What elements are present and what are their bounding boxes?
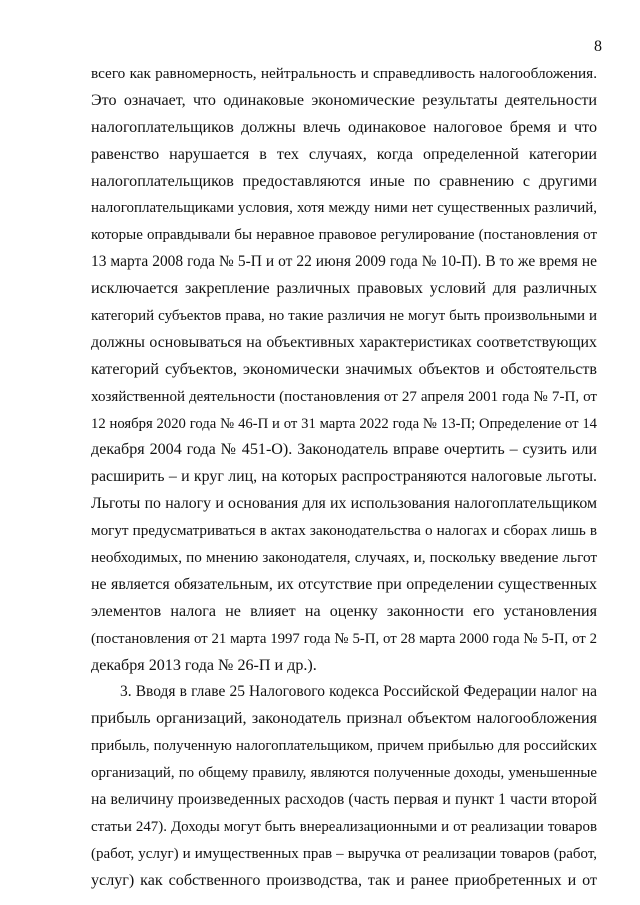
- text-line: 3. Вводя в главе 25 Налогового кодекса Российской Федерации налог на: [120, 683, 597, 701]
- text-line: 13 марта 2008 года № 5-П и от 22 июня 2009 года № 10-П). В то же время не: [91, 253, 597, 271]
- paragraph-2: [91, 679, 597, 894]
- text-line: налогоплательщиками условия, хотя между ними нет существенных различий,: [91, 200, 597, 217]
- text-line: Это означает, что одинаковые экономические результаты деятельности: [91, 91, 597, 109]
- text-line: услуг) как собственного производства, так и ранее приобретенных и от: [91, 871, 597, 889]
- text-line: Льготы по налогу и основания для их использования налогоплательщиком: [91, 495, 597, 513]
- page-number: 8: [594, 38, 602, 55]
- text-line: равенство нарушается в тех случаях, когда определенной категории: [91, 145, 597, 163]
- text-line: которые оправдывали бы неравное правовое регулирование (постановления от: [91, 227, 597, 244]
- text-line: организаций, по общему правилу, являются полученные доходы, уменьшенные: [91, 765, 597, 782]
- text-line: расширить – и круг лиц, на которых распространяются налоговые льготы.: [91, 468, 597, 486]
- text-line: необходимых, по мнению законодателя, случаях, и, поскольку введение льгот: [91, 549, 597, 567]
- paragraph-1: [91, 61, 597, 679]
- text-line: не является обязательным, их отсутствие при определении существенных: [91, 575, 597, 593]
- text-line: прибыль, полученную налогоплательщиком, причем прибылью для российских: [91, 738, 597, 755]
- text-line: (постановления от 21 марта 1997 года № 5-П, от 28 марта 2000 года № 5-П, от 2: [91, 630, 597, 647]
- text-line: элементов налога не влияет на оценку законности его установления: [91, 602, 597, 620]
- text-line: категорий субъектов, экономически значимых объектов и обстоятельств: [91, 360, 597, 378]
- text-line: прибыль организаций, законодатель признал объектом налогообложения: [91, 710, 597, 728]
- text-line: всего как равномерность, нейтральность и справедливость налогообложения.: [91, 65, 597, 82]
- text-line: категорий субъектов права, но такие различия не могут быть произвольными и: [91, 308, 597, 325]
- text-line: декабря 2004 года № 451-О). Законодатель вправе очертить – сузить или: [91, 441, 597, 459]
- text-line: декабря 2013 года № 26-П и др.).: [91, 656, 317, 674]
- document-body: [91, 61, 597, 895]
- text-line: налогоплательщиков должны влечь одинаковое налоговое бремя и что: [91, 118, 597, 136]
- text-line: налогоплательщиков предоставляются иные по сравнению с другими: [91, 172, 597, 190]
- text-line: исключается закрепление различных правовых условий для различных: [91, 280, 597, 298]
- text-line: 12 ноября 2020 года № 46-П и от 31 марта 2022 года № 13-П; Определение от 14: [91, 415, 597, 432]
- text-line: (работ, услуг) и имущественных прав – выручка от реализации товаров (работ,: [91, 845, 597, 862]
- text-line: хозяйственной деятельности (постановления от 27 апреля 2001 года № 7-П, от: [91, 388, 597, 405]
- text-line: на величину произведенных расходов (часть первая и пункт 1 части второй: [91, 791, 597, 809]
- text-line: должны основываться на объективных характеристиках соответствующих: [91, 333, 597, 351]
- text-line: могут предусматриваться в актах законодательства о налогах и сборах лишь в: [91, 522, 597, 540]
- text-line: статьи 247). Доходы могут быть внереализационными и от реализации товаров: [91, 818, 597, 835]
